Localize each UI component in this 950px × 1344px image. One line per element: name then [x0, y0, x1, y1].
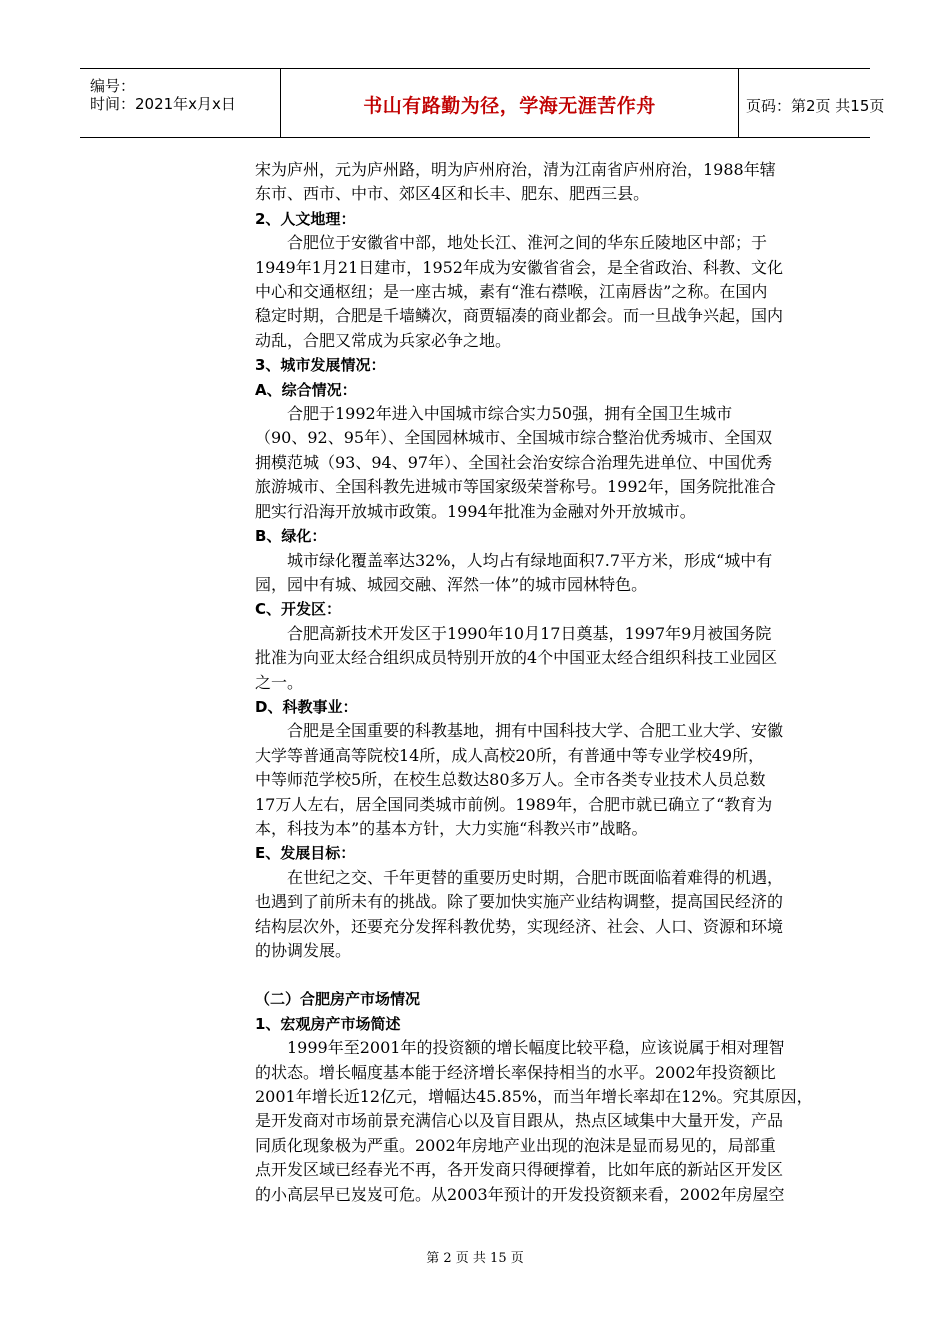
- body-line: 动乱，合肥又常成为兵家必争之地。: [255, 330, 512, 350]
- body-line: 的协调发展。: [255, 941, 352, 960]
- body-line: 合肥于1992年进入中国城市综合实力50强，拥有全国卫生城市: [287, 404, 733, 424]
- body-line: 旅游城市、全国科教先进城市等国家级荣誉称号。1992年，国务院批准合: [255, 477, 776, 497]
- chapter-heading: （二）合肥房产市场情况: [255, 990, 421, 1009]
- body-line: 是开发商对市场前景充满信心以及盲目跟从，热点区域集中大量开发，产品: [255, 1111, 784, 1131]
- body-line: 稳定时期，合肥是千墙鳞次，商贾辐凑的商业都会。而一旦战争兴起，国内: [255, 306, 784, 326]
- body-line: 城市绿化覆盖率达32%，人均占有绿地面积7.7平方米，形成“城中有: [287, 550, 773, 570]
- body-line: 大学等普通高等院校14所，成人高校20所，有普通中等专业学校49所，: [255, 745, 765, 765]
- document-date: 时间：2021年x月x日: [90, 95, 236, 113]
- body-line: 17万人左右，居全国同类城市前例。1989年，合肥市就已确立了“教育为: [255, 794, 773, 814]
- header-motto: 书山有路勤为径，学海无涯苦作舟: [363, 95, 656, 117]
- page-header: [80, 68, 885, 138]
- subsection-heading: C、开发区：: [255, 600, 342, 619]
- body-line: 拥模范城（93、94、97年）、全国社会治安综合治理先进单位、中国优秀: [255, 452, 773, 472]
- body-line: 2001年增长近12亿元，增幅达45.85%，而当年增长率却在12%。究其原因，: [255, 1087, 813, 1107]
- header-page-cell: [738, 69, 885, 137]
- header-meta-cell: [80, 69, 280, 137]
- body-line: 合肥是全国重要的科教基地，拥有中国科技大学、合肥工业大学、安徽: [287, 721, 784, 741]
- body-line: （90、92、95年）、全国园林城市、全国城市综合整治优秀城市、全国双: [255, 428, 773, 448]
- body-line: 同质化现象极为严重。2002年房地产业出现的泡沫是显而易见的，局部重: [255, 1135, 776, 1155]
- body-line: 本，科技为本”的基本方针，大力实施“科教兴市”战略。: [255, 818, 648, 838]
- subsection-heading: A、综合情况：: [255, 380, 357, 399]
- body-line: 批准为向亚太经合组织成员特别开放的4个中国亚太经合组织科技工业园区: [255, 648, 778, 668]
- body-line: 园，园中有城、城园交融、浑然一体”的城市园林特色。: [255, 574, 648, 594]
- body-line: 结构层次外，还要充分发挥科教优势，实现经济、社会、人口、资源和环境: [255, 916, 784, 936]
- body-line: 点开发区域已经春光不再，各开发商只得硬撑着，比如年底的新站区开发区: [255, 1160, 784, 1180]
- body-line: 中等师范学校5所，在校生总数达80多万人。全市各类专业技术人员总数: [255, 770, 766, 790]
- body-line: 宋为庐州，元为庐州路，明为庐州府治，清为江南省庐州府治，1988年辖: [255, 160, 776, 179]
- header-motto-cell: [280, 69, 739, 137]
- paragraph-gap: [255, 963, 807, 987]
- header-page-code: 页码：第2页 共15页: [746, 97, 885, 115]
- body-line: 之一。: [255, 672, 304, 692]
- body-line: 中心和交通枢纽；是一座古城，素有“淮右襟喉，江南唇齿”之称。在国内: [255, 282, 768, 302]
- body-line: 1949年1月21日建市，1952年成为安徽省省会，是全省政治、科教、文化: [255, 257, 783, 277]
- document-number-label: 编号：: [90, 77, 136, 95]
- section-heading: 3、城市发展情况：: [255, 356, 386, 375]
- body-line: 的小高层早已岌岌可危。从2003年预计的开发投资额来看，2002年房屋空: [255, 1184, 785, 1204]
- body-line: 也遇到了前所未有的挑战。除了要加快实施产业结构调整，提高国民经济的: [255, 892, 784, 912]
- body-line: 肥实行沿海开放城市政策。1994年批准为金融对外开放城市。: [255, 501, 696, 521]
- document-body: [255, 158, 813, 1207]
- body-line: 1999年至2001年的投资额的增长幅度比较平稳，应该说属于相对理智: [287, 1038, 785, 1058]
- body-line: 东市、西市、中市、郊区4区和长丰、肥东、肥西三县。: [255, 184, 650, 204]
- section-heading: 1、宏观房产市场简述: [255, 1014, 401, 1033]
- subsection-heading: E、发展目标：: [255, 844, 356, 863]
- body-line: 合肥高新技术开发区于1990年10月17日奠基，1997年9月被国务院: [287, 623, 772, 643]
- subsection-heading: D、科教事业：: [255, 697, 358, 716]
- subsection-heading: B、绿化：: [255, 527, 327, 546]
- body-line: 在世纪之交、千年更替的重要历史时期，合肥市既面临着难得的机遇，: [287, 867, 784, 887]
- page-footer: 第 2 页 共 15 页: [426, 1251, 524, 1266]
- section-heading: 2、人文地理：: [255, 209, 356, 228]
- body-line: 合肥位于安徽省中部，地处长江、淮河之间的华东丘陵地区中部；于: [287, 233, 768, 253]
- body-line: 的状态。增长幅度基本能于经济增长率保持相当的水平。2002年投资额比: [255, 1062, 776, 1082]
